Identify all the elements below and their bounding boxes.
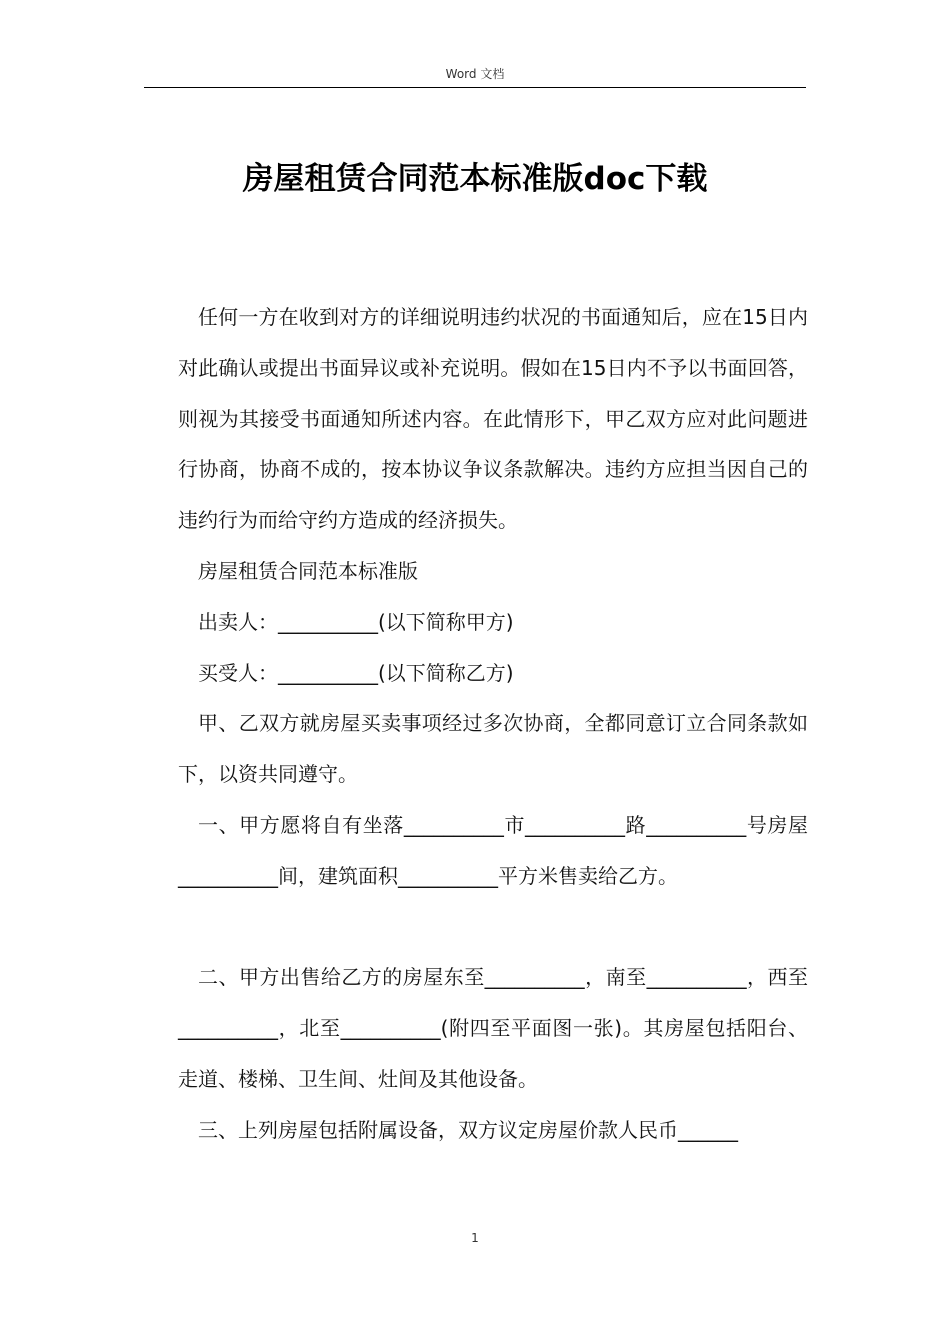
paragraph-contract-heading: 房屋租赁合同范本标准版 — [198, 558, 418, 583]
paragraph-clause-two: 二、甲方出售给乙方的房屋东至__________，南至__________，西至__________，北至__________(附四至平面图一张)。其房屋包括阳台、走道、楼梯、卫生间、灶间及其他设备。 — [178, 965, 808, 1091]
page-header-label: Word 文档 — [445, 67, 505, 81]
paragraph-buyer: 买受人：__________(以下简称乙方) — [198, 660, 514, 685]
header-divider — [144, 87, 806, 88]
paragraph-clause-three: 三、上列房屋包括附属设备，双方议定房屋价款人民币______ — [198, 1117, 738, 1142]
paragraph-seller: 出卖人：__________(以下简称甲方) — [198, 609, 514, 634]
page-number: 1 — [471, 1231, 479, 1245]
paragraph-agreement-intro: 甲、乙双方就房屋买卖事项经过多次协商，全都同意订立合同条款如下，以资共同遵守。 — [178, 711, 808, 787]
paragraph-breach-notice: 任何一方在收到对方的详细说明违约状况的书面通知后，应在15日内对此确认或提出书面异议或补充说明。假如在15日内不予以书面回答，则视为其接受书面通知所述内容。在此情形下，甲乙双方应对此问题进行协商，协商不成的，按本协议争议条款解决。违约方应担当因自己的违约行为而给守约方造成的经济损失。 — [178, 305, 808, 533]
paragraph-clause-one: 一、甲方愿将自有坐落__________市__________路__________号房屋__________间，建筑面积__________平方米售卖给乙方。 — [178, 812, 808, 888]
document-title: 房屋租赁合同范本标准版doc下载 — [242, 161, 708, 197]
document-body — [178, 292, 808, 1156]
